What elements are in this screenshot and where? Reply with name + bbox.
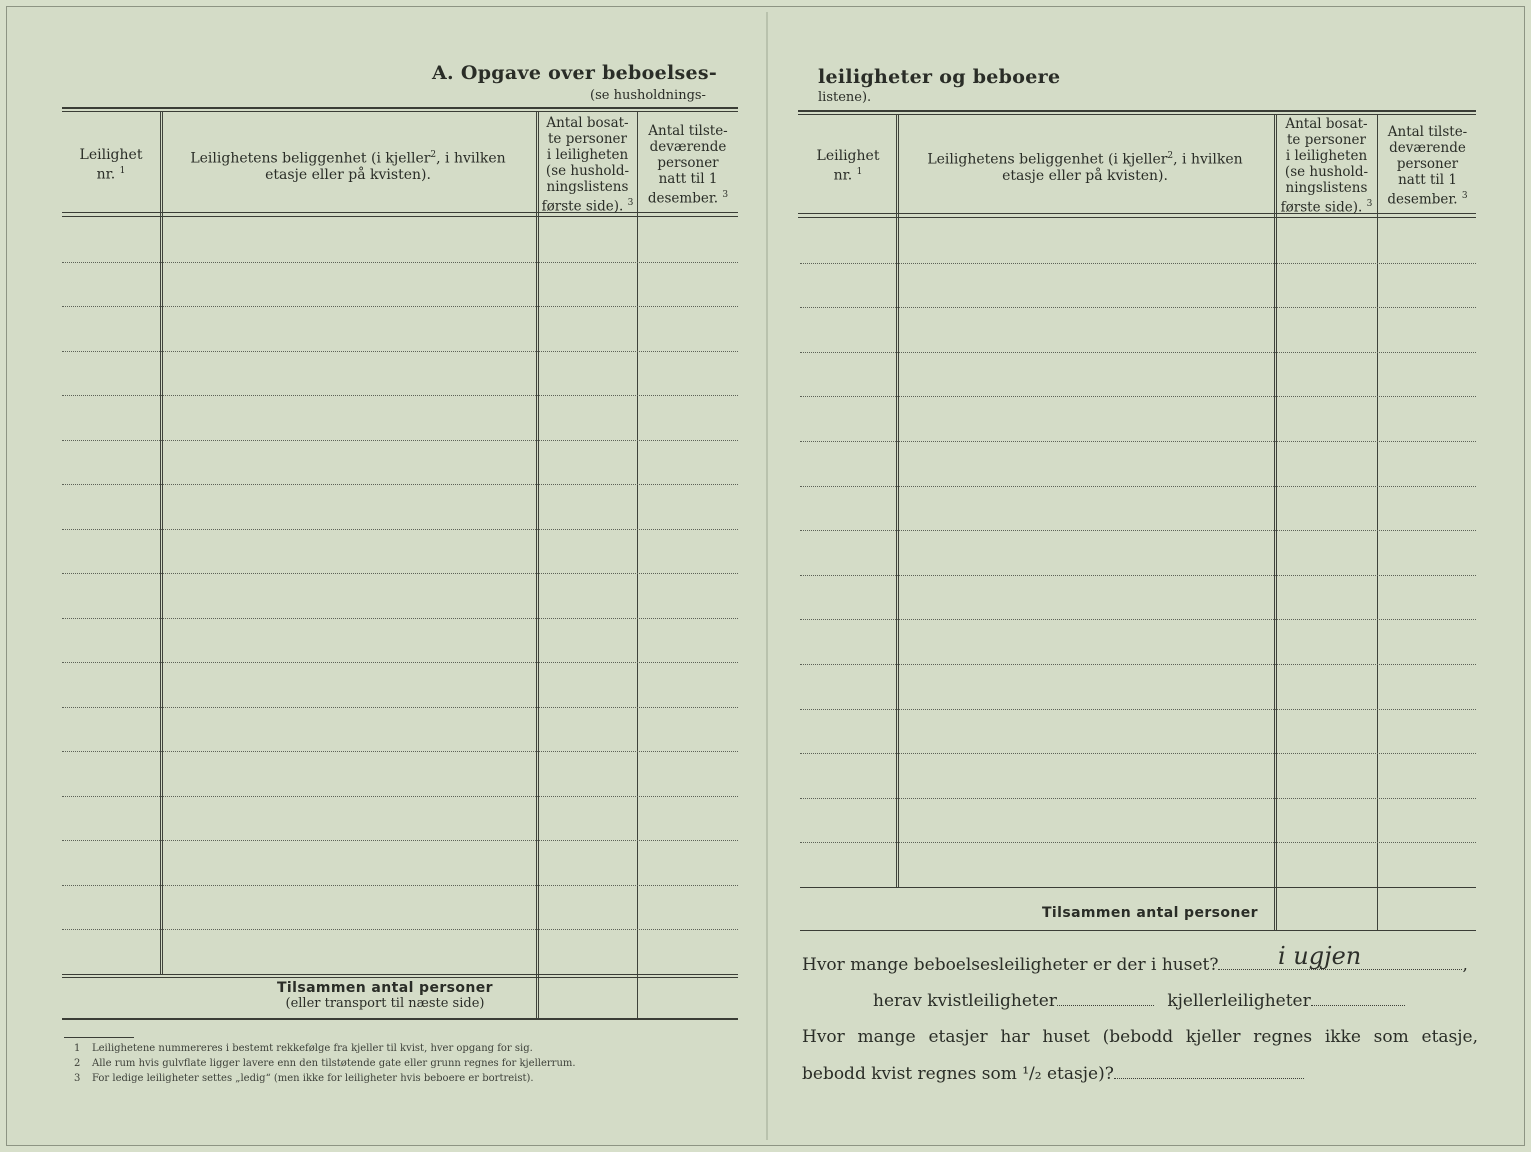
right-header-nr: Leilighet nr. $^1$ [816,148,880,184]
left-row-line [62,262,738,263]
right-col-divider-2 [1274,115,1275,931]
left-col-divider-1 [160,112,161,974]
right-col-divider-2b [1276,115,1277,931]
left-title: A. Opgave over beboelses- [432,62,718,84]
left-total-cell [240,980,530,1011]
right-header-top-rule-2 [798,114,1476,115]
page-fold [766,12,768,1140]
right-row-line [800,263,1476,264]
answer-line-basement[interactable] [1311,1005,1405,1006]
right-header-bottom-rule-2 [798,217,1476,218]
left-header-nr: Leilighet nr. $^1$ [79,147,143,183]
right-header-location: Leilighetens beliggenhet (i kjeller$^2$, i hvilken etasje eller på kvisten). [927,151,1243,184]
left-row-line [62,796,738,797]
left-row-line [62,351,738,352]
right-row-line [800,709,1476,710]
left-row-line [62,929,738,930]
right-col-divider-3 [1377,115,1378,931]
left-row-line [62,662,738,663]
right-col-divider-1b [898,115,899,887]
left-col-divider-2 [536,112,537,1018]
right-row-line [800,664,1476,665]
question-floors-line1: Hvor mange etasjer har huset (bebodd kjeller regnes ikke som etasje, [802,1027,1478,1047]
right-row-line [800,441,1476,442]
right-subtitle: listene). [818,90,872,105]
left-col-divider-2b [538,112,539,1018]
left-header-present: Antal tilste- deværende personer natt til 1 desember. $^3$ [647,123,729,207]
left-total-top-rule-2 [62,977,738,978]
left-row-line [62,440,738,441]
right-row-line [800,753,1476,754]
left-row-line [62,484,738,485]
left-row-line [62,395,738,396]
right-title: leiligheter og beboere [818,66,1061,88]
right-header-present: Antal tilste- deværende personer natt til 1 desember. $^3$ [1387,124,1468,208]
answer-line-floors[interactable] [1114,1078,1304,1079]
footnote-rule [64,1037,134,1038]
left-header-location: Leilighetens beliggenhet (i kjeller$^2$, i hvilken etasje eller på kvisten). [190,150,506,183]
left-row-line [62,573,738,574]
left-total-top-rule [62,974,738,975]
left-row-line [62,707,738,708]
right-col-divider-1 [896,115,897,887]
footnote-2: 2 Alle rum hvis gulvflate ligger lavere enn den tilstøtende gate eller grunn regnes for kjellerrum. [74,1058,576,1069]
left-total-label: Tilsammen antal personer [276,980,493,996]
left-header-top-rule [62,107,738,109]
left-row-line [62,306,738,307]
right-total-bottom-rule [800,930,1476,931]
left-col-divider-1b [162,112,163,974]
question-apartments: Hvor mange beboelsesleiligheter er der i huset? , [802,955,1468,975]
footnote-1: 1 Leilighetene nummereres i bestemt rekkefølge fra kjeller til kvist, hver opgang for sig. [74,1043,533,1054]
left-header-residents: Antal bosat- te personer i leiligheten (se hushold- ningslistens første side). $^3$ [541,115,634,215]
right-row-line [800,619,1476,620]
right-row-line [800,307,1476,308]
right-total-cell [1030,905,1270,921]
right-row-line [800,530,1476,531]
right-header-top-rule [798,110,1476,112]
right-row-line [800,396,1476,397]
left-total-bottom-rule [62,1018,738,1020]
answer-line-attic[interactable] [1057,1005,1154,1006]
left-row-line [62,751,738,752]
right-row-line [800,798,1476,799]
right-row-line [800,842,1476,843]
left-row-line [62,618,738,619]
question-floors-line2: bebodd kvist regnes som ¹/₂ etasje)? [802,1064,1304,1084]
footnote-3: 3 For ledige leiligheter settes „ledig“ (men ikke for leiligheter hvis beboere er bortreist). [74,1073,534,1084]
question-attic-basement: herav kvistleiligheter kjellerleiligheter [873,991,1405,1011]
left-col-divider-3 [637,112,638,1018]
left-total-sub: (eller transport til næste side) [285,996,485,1011]
right-row-line [800,352,1476,353]
right-total-top-rule [800,887,1476,888]
right-total-label: Tilsammen antal personer [1041,905,1258,921]
right-row-line [800,486,1476,487]
left-row-line [62,885,738,886]
right-header-residents: Antal bosat- te personer i leiligheten (se hushold- ningslistens første side). $^3$ [1280,116,1373,216]
left-subtitle: (se husholdnings- [590,88,706,103]
handwritten-answer: i ugjen [1278,942,1362,970]
left-row-line [62,529,738,530]
right-row-line [800,575,1476,576]
left-row-line [62,840,738,841]
